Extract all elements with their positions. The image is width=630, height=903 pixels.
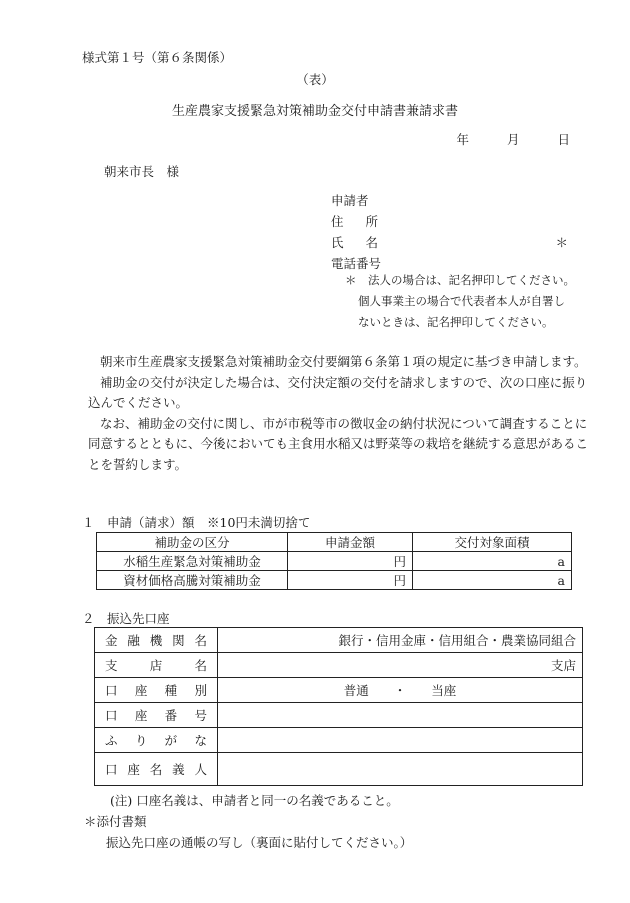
body-paragraph-1: 朝来市生産農家支援緊急対策補助金交付要綱第６条第１項の規定に基づき申請します。 (100, 354, 587, 369)
attachments-heading: ＊添付書類 (84, 814, 147, 829)
account-type-row (95, 678, 583, 703)
account-holder-field[interactable] (218, 753, 583, 786)
note-line-1: ＊ 法人の場合は、記名押印してください。 (345, 273, 575, 287)
note-line-2: 個人事業主の場合で代表者本人が自署し (358, 294, 565, 308)
bank-name-label (95, 628, 218, 653)
label-char: 人 (194, 762, 207, 777)
form-number: 様式第１号（第６条関係） (82, 50, 233, 65)
label-char: 号 (194, 708, 207, 723)
date-day-label: 日 (557, 132, 570, 147)
applicant-address-row[interactable] (331, 211, 576, 232)
label-char: 名 (194, 633, 207, 648)
name-label-1: 氏 (331, 235, 344, 250)
amount-table-header (97, 533, 572, 552)
label-char: 座 (127, 762, 140, 777)
amount-field[interactable]: 円 (288, 571, 413, 590)
label-char: 義 (172, 762, 185, 777)
branch-label (95, 653, 218, 678)
side-label: （表） (296, 72, 334, 87)
address-label-1: 住 (331, 214, 344, 229)
body-paragraph-2: 補助金の交付が決定した場合は、交付決定額の交付を請求しますので、次の口座に振り込んでください。 (88, 374, 588, 411)
section-1-heading: １ 申請（請求）額 ※10円未満切捨て (82, 515, 311, 530)
section-2-heading: ２ 振込先口座 (82, 611, 170, 626)
label-char: 機 (149, 633, 163, 648)
branch-field[interactable]: 支店 (218, 653, 583, 678)
bank-account-table (94, 627, 583, 786)
label-char: 口 (105, 762, 118, 777)
account-footnote: (注) 口座名義は、申請者と同一の名義であること。 (110, 793, 399, 808)
bank-name-row (95, 628, 583, 653)
label-char: 店 (149, 658, 163, 673)
account-number-row (95, 703, 583, 728)
account-type-field[interactable]: 普通 ・ 当座 (218, 678, 583, 703)
date-line (456, 130, 570, 148)
label-char: な (194, 733, 207, 748)
date-year-label: 年 (456, 132, 469, 147)
label-char: 座 (134, 708, 148, 723)
body-paragraph-3: なお、補助金の交付に関し、市が市税等市の徴収金の納付状況について調査することに同意するとともに、今後においても主食用水稲又は野菜等の栽培を継続する意思があることを誓約します。 (88, 415, 589, 472)
account-number-field[interactable] (218, 703, 583, 728)
row-category: 水稲生産緊急対策補助金 (97, 552, 288, 571)
table-row (97, 552, 572, 571)
label-char: が (164, 733, 178, 748)
label-char: 支 (105, 658, 118, 673)
applicant-phone-row[interactable]: 電話番号 (331, 256, 382, 271)
seal-mark: ＊ (555, 235, 568, 250)
branch-row (95, 653, 583, 678)
name-label-2: 名 (365, 235, 379, 250)
area-field[interactable]: a (413, 552, 572, 571)
label-char: 名 (149, 762, 163, 777)
area-field[interactable]: a (413, 571, 572, 590)
label-char: ふ (105, 733, 118, 748)
address-label-2: 所 (365, 214, 379, 229)
furigana-label (95, 728, 218, 753)
account-number-label (95, 703, 218, 728)
amount-table (96, 532, 572, 590)
note-line-3: ないときは、記名押印してください。 (358, 315, 554, 329)
row-category: 資材価格高騰対策補助金 (97, 571, 288, 590)
attachments-item: 振込先口座の通帳の写し（裏面に貼付してください。） (106, 835, 413, 850)
date-month-label: 月 (506, 132, 520, 147)
label-char: 別 (194, 683, 207, 698)
applicant-heading: 申請者 (331, 193, 369, 208)
label-char: 番 (164, 708, 178, 723)
label-char: 融 (127, 633, 140, 648)
label-char: 座 (134, 683, 148, 698)
label-char: 種 (164, 683, 178, 698)
account-type-label (95, 678, 218, 703)
furigana-field[interactable] (218, 728, 583, 753)
applicant-name-row[interactable] (331, 232, 576, 253)
label-char: 口 (105, 683, 118, 698)
amount-field[interactable]: 円 (288, 552, 413, 571)
label-char: り (134, 733, 148, 748)
col-amount: 申請金額 (288, 533, 413, 552)
label-char: 名 (194, 658, 207, 673)
body-text (88, 352, 588, 476)
account-holder-row (95, 753, 583, 786)
account-holder-label (95, 753, 218, 786)
table-row (97, 571, 572, 590)
label-char: 関 (172, 633, 185, 648)
label-char: 口 (105, 708, 118, 723)
applicant-note (345, 270, 575, 333)
col-category: 補助金の区分 (97, 533, 288, 552)
page-title: 生産農家支援緊急対策補助金交付申請書兼請求書 (171, 104, 458, 119)
addressee: 朝来市長 様 (104, 164, 180, 179)
label-char: 金 (105, 633, 118, 648)
furigana-row (95, 728, 583, 753)
col-area: 交付対象面積 (413, 533, 572, 552)
bank-name-field[interactable]: 銀行・信用金庫・信用組合・農業協同組合 (218, 628, 583, 653)
applicant-block (331, 190, 576, 274)
